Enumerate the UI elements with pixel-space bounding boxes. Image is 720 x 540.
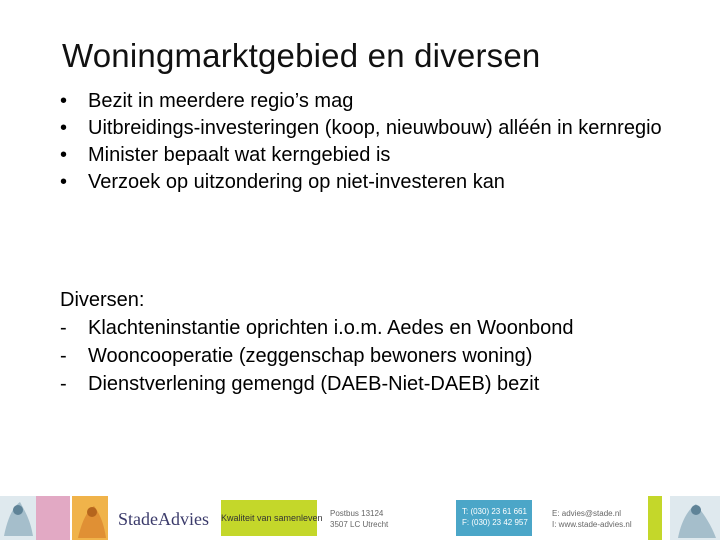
footer-banner xyxy=(0,496,720,540)
bullet-text: Bezit in meerdere regio’s mag xyxy=(88,90,354,112)
bullet-list xyxy=(60,88,700,196)
bullet-item xyxy=(60,142,700,169)
bullet-text: Uitbreidings-investeringen (koop, nieuwbouw) alléén in kernregio xyxy=(88,117,662,139)
decorative-art-icon xyxy=(72,496,108,540)
dash-marker: - xyxy=(60,373,67,395)
stadeadvies-logo: StadeAdvies xyxy=(118,509,209,529)
diversen-section xyxy=(60,286,710,398)
footer-lime-tile xyxy=(648,496,662,540)
slide-title: Woningmarktgebied en diversen xyxy=(62,37,541,74)
dash-marker: - xyxy=(60,317,67,339)
footer-art-tile xyxy=(0,496,36,540)
bullet-marker: • xyxy=(60,144,68,166)
decorative-art-icon xyxy=(670,496,720,540)
address-text: Postbus 13124 3507 LC Utrecht xyxy=(330,509,389,529)
footer-pink-tile xyxy=(36,496,70,540)
diversen-list xyxy=(60,314,710,398)
footer-art-tile xyxy=(670,496,720,540)
decorative-art-icon xyxy=(0,496,36,540)
diversen-text: Dienstverlening gemengd (DAEB-Niet-DAEB) bezit xyxy=(88,373,540,395)
tagline-box: Kwaliteit van samenleven xyxy=(221,500,317,536)
diversen-heading: Diversen: xyxy=(60,289,145,311)
diversen-text: Wooncooperatie (zeggenschap bewoners woning) xyxy=(88,345,533,367)
diversen-item xyxy=(60,314,710,342)
bullet-marker: • xyxy=(60,171,68,193)
bullet-text: Minister bepaalt wat kerngebied is xyxy=(88,144,391,166)
bullet-item xyxy=(60,88,700,115)
phone-box: T: (030) 23 61 661 F: (030) 23 42 957 xyxy=(456,500,532,536)
bullet-text: Verzoek op uitzondering op niet-investeren kan xyxy=(88,171,505,193)
footer-orange-tile xyxy=(72,496,108,540)
diversen-item xyxy=(60,342,710,370)
diversen-text: Klachteninstantie oprichten i.o.m. Aedes en Woonbond xyxy=(88,317,574,339)
contact-text: E: advies@stade.nl I: www.stade-advies.nl xyxy=(552,509,632,529)
bullet-item xyxy=(60,169,700,196)
bullet-marker: • xyxy=(60,117,68,139)
dash-marker: - xyxy=(60,345,67,367)
bullet-item xyxy=(60,115,700,142)
bullet-marker: • xyxy=(60,90,68,112)
diversen-item xyxy=(60,370,710,398)
